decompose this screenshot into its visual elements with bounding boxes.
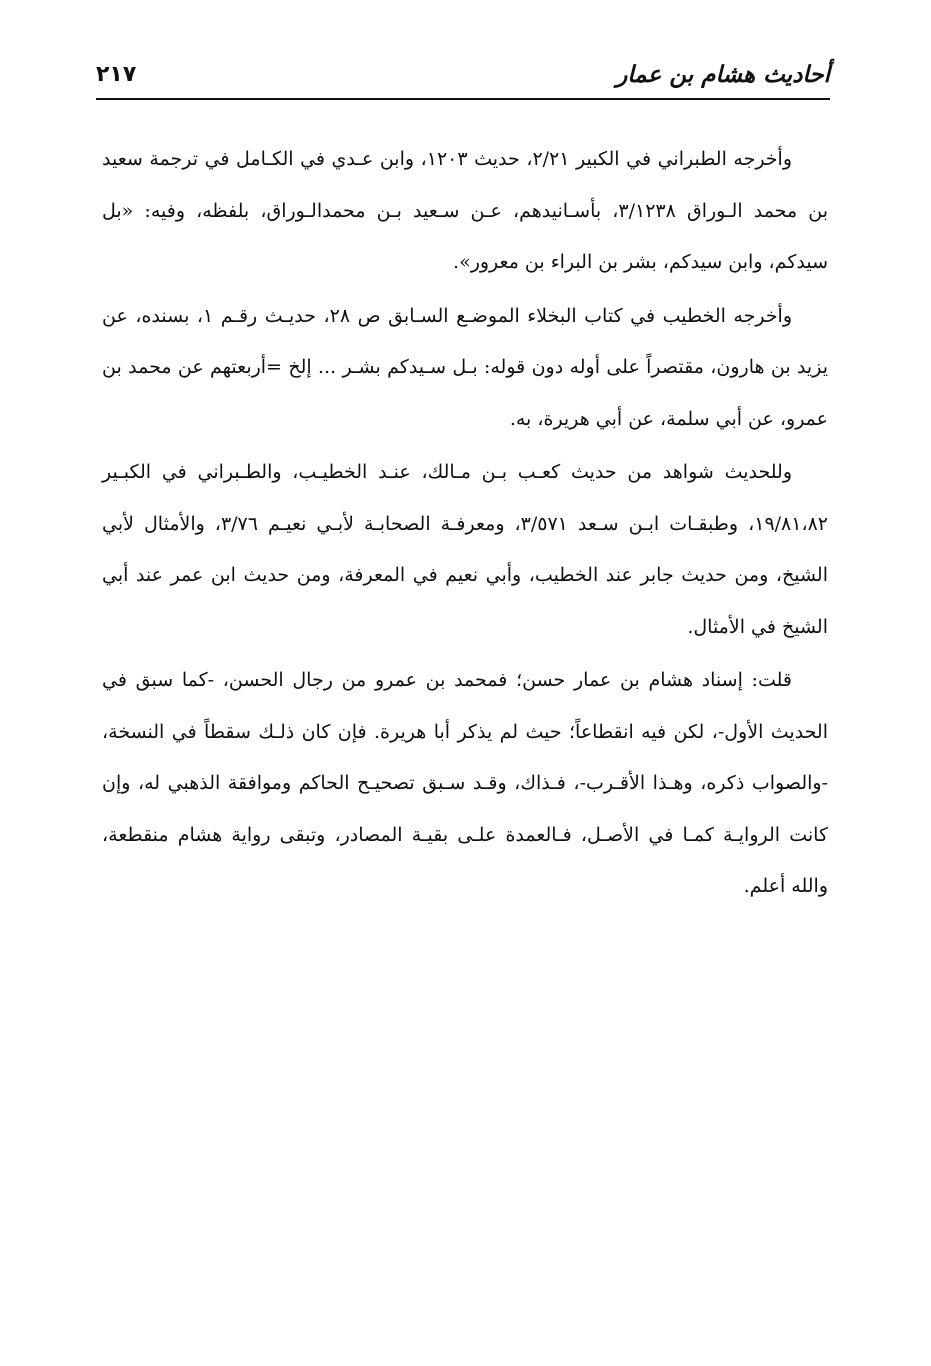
header-rule bbox=[96, 98, 830, 100]
running-title: أحاديث هشام بن عمار bbox=[616, 62, 830, 88]
paragraph: قلت: إسناد هشام بن عمار حسن؛ فمحمد بن عمرو من رجال الحسن، -كما سبق في الحديث الأول-، لكن فيه انقطاعاً؛ حيث لم يذكر أبا هريرة. فإن كان ذلـك سقطاً في النسخة، -والصواب ذكره، وهـذا الأقـرب-، فـذاك، وقـد سـبق تصحيـح الحاكم وموافقة الذهبي له، وإن كانت الروايـة كمـا في الأصـل، فـالعمدة علـى بقيـة المصادر، وتبقى رواية هشام منقطعة، والله أعلم. bbox=[102, 669, 828, 897]
page-header bbox=[96, 58, 830, 96]
paragraph: وأخرجه الخطيب في كتاب البخلاء الموضـع السـابق ص ٢٨، حديـث رقـم ١، بسنده، عن يزيد بن هارون، مقتصراً على أوله دون قوله: بـل سـيدكم بشـر ... إلخ =أربعتهم عن محمد بن عمرو، عن أبي سلمة، عن أبي هريرة، به. bbox=[102, 304, 828, 430]
page-number: ٢١٧ bbox=[96, 62, 137, 87]
paragraph: وأخرجه الطبراني في الكبير ٢/٢١، حديث ١٢٠٣، وابن عـدي في الكـامل في ترجمة سعيد بن محمد الـوراق ٣/١٢٣٨، بأسـانيدهم، عـن سـعيد بـن محمدالـوراق، بلفظه، وفيه: «بل سيدكم، وابن سيدكم، بشر بن البراء بن معرور». bbox=[102, 148, 828, 273]
paragraph: وللحديث شواهد من حديث كعـب بـن مـالك، عنـد الخطيـب، والطـبراني في الكبـير ١٩/٨١،٨٢، وطبقـات ابـن سـعد ٣/٥٧١، ومعرفـة الصحابـة لأبـي نعيـم ٣/٧٦، والأمثال لأبي الشيخ، ومن حديث جابر عند الخطيب، وأبي نعيم في المعرفة، ومن حديث ابن عمر عند أبي الشيخ في الأمثال. bbox=[102, 461, 829, 638]
body-text bbox=[102, 134, 828, 915]
